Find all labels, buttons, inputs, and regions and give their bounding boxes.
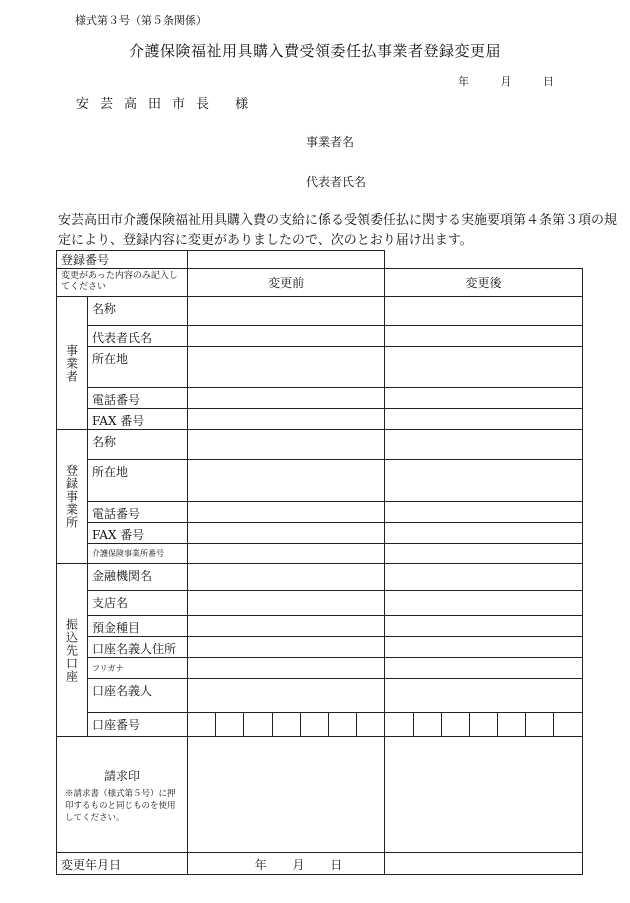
field-office-name-before[interactable]	[188, 430, 385, 460]
account-digit-before-6[interactable]	[328, 713, 356, 737]
field-business-fax-before[interactable]	[188, 409, 385, 430]
column-header-before: 変更前	[188, 269, 385, 297]
field-office-phone-before[interactable]	[188, 502, 385, 523]
registration-number-field[interactable]	[188, 251, 385, 269]
account-digit-after-1[interactable]	[385, 713, 413, 737]
row-label-business-name: 名称	[88, 297, 188, 326]
field-holder-address-before[interactable]	[188, 637, 385, 658]
field-business-name-before[interactable]	[188, 297, 385, 326]
field-business-representative-before[interactable]	[188, 326, 385, 347]
field-office-name-after[interactable]	[385, 430, 582, 460]
field-account-holder-before[interactable]	[188, 679, 385, 713]
row-label-account-number: 口座番号	[88, 713, 188, 737]
row-label-business-representative: 代表者氏名	[88, 326, 188, 347]
field-office-fax-before[interactable]	[188, 523, 385, 544]
field-holder-address-after[interactable]	[385, 637, 582, 658]
representative-label[interactable]: 代表者氏名	[306, 175, 367, 189]
field-branch-name-after[interactable]	[385, 591, 582, 616]
field-business-name-after[interactable]	[385, 297, 582, 326]
seal-title: 請求印	[104, 769, 141, 783]
account-digit-before-4[interactable]	[272, 713, 300, 737]
seal-note: ※請求書（様式第５号）に押印するものと同じものを使用してください。	[65, 789, 176, 823]
field-business-address-after[interactable]	[385, 347, 582, 388]
date-line[interactable]: 年 月 日	[458, 75, 554, 88]
change-form-table	[56, 250, 583, 875]
field-branch-name-before[interactable]	[188, 591, 385, 616]
account-digit-after-6[interactable]	[526, 713, 554, 737]
field-business-fax-after[interactable]	[385, 409, 582, 430]
field-business-phone-after[interactable]	[385, 388, 582, 409]
field-office-number-after[interactable]	[385, 544, 582, 564]
row-label-holder-address: 口座名義人住所	[88, 637, 188, 658]
account-digit-before-3[interactable]	[244, 713, 272, 737]
field-account-holder-after[interactable]	[385, 679, 582, 713]
form-title: 介護保険福祉用具購入費受領委任払事業者登録変更届	[128, 42, 501, 60]
field-deposit-type-before[interactable]	[188, 616, 385, 637]
field-deposit-type-after[interactable]	[385, 616, 582, 637]
account-digit-after-5[interactable]	[498, 713, 526, 737]
row-label-account-holder: 口座名義人	[88, 679, 188, 713]
row-label-deposit-type: 預金種目	[88, 616, 188, 637]
account-digit-after-7[interactable]	[554, 713, 582, 737]
row-label-office-name: 名称	[88, 430, 188, 460]
account-digit-before-5[interactable]	[300, 713, 328, 737]
business-name-label[interactable]: 事業者名	[306, 135, 355, 149]
row-label-office-phone: 電話番号	[88, 502, 188, 523]
group-label-business: 事業者	[57, 297, 88, 430]
field-office-fax-after[interactable]	[385, 523, 582, 544]
account-digit-after-4[interactable]	[469, 713, 497, 737]
account-digit-before-7[interactable]	[357, 713, 385, 737]
field-bank-name-after[interactable]	[385, 564, 582, 591]
seal-label-cell	[57, 737, 188, 853]
addressee: 安芸高田市長 様	[76, 97, 260, 112]
field-bank-name-before[interactable]	[188, 564, 385, 591]
row-label-business-phone: 電話番号	[88, 388, 188, 409]
field-furigana-after[interactable]	[385, 658, 582, 679]
field-business-phone-before[interactable]	[188, 388, 385, 409]
field-seal-after[interactable]	[385, 737, 582, 853]
row-label-business-address: 所在地	[88, 347, 188, 388]
column-header-after: 変更後	[385, 269, 582, 297]
field-office-address-after[interactable]	[385, 460, 582, 502]
row-label-office-fax: FAX 番号	[88, 523, 188, 544]
instruction-text: 変更があった内容のみ記入してください	[57, 269, 188, 297]
row-label-office-number: 介護保険事業所番号	[88, 544, 188, 564]
account-digit-after-3[interactable]	[441, 713, 469, 737]
account-digit-before-1[interactable]	[188, 713, 216, 737]
field-office-address-before[interactable]	[188, 460, 385, 502]
field-business-address-before[interactable]	[188, 347, 385, 388]
group-label-bank: 振込先口座	[57, 564, 88, 737]
account-digit-after-2[interactable]	[413, 713, 441, 737]
registration-number-label: 登録番号	[57, 251, 188, 269]
account-digit-before-2[interactable]	[216, 713, 244, 737]
field-change-date[interactable]: 年 月 日	[188, 853, 385, 875]
field-change-date-extra[interactable]	[385, 853, 582, 875]
row-label-business-fax: FAX 番号	[88, 409, 188, 430]
form-number: 様式第３号（第５条関係）	[75, 14, 207, 27]
row-label-office-address: 所在地	[88, 460, 188, 502]
group-label-office: 登録事業所	[57, 430, 88, 564]
row-label-furigana: フリガナ	[88, 658, 188, 679]
row-label-bank-name: 金融機関名	[88, 564, 188, 591]
field-business-representative-after[interactable]	[385, 326, 582, 347]
field-office-phone-after[interactable]	[385, 502, 582, 523]
field-office-number-before[interactable]	[188, 544, 385, 564]
field-furigana-before[interactable]	[188, 658, 385, 679]
body-text: 安芸高田市介護保険福祉用具購入費の支給に係る受領委任払に関する実施要項第４条第３項の規定により、登録内容に変更がありましたので、次のとおり届け出ます。	[58, 213, 618, 248]
field-seal-before[interactable]	[188, 737, 385, 853]
row-label-branch-name: 支店名	[88, 591, 188, 616]
change-date-label: 変更年月日	[57, 853, 188, 875]
